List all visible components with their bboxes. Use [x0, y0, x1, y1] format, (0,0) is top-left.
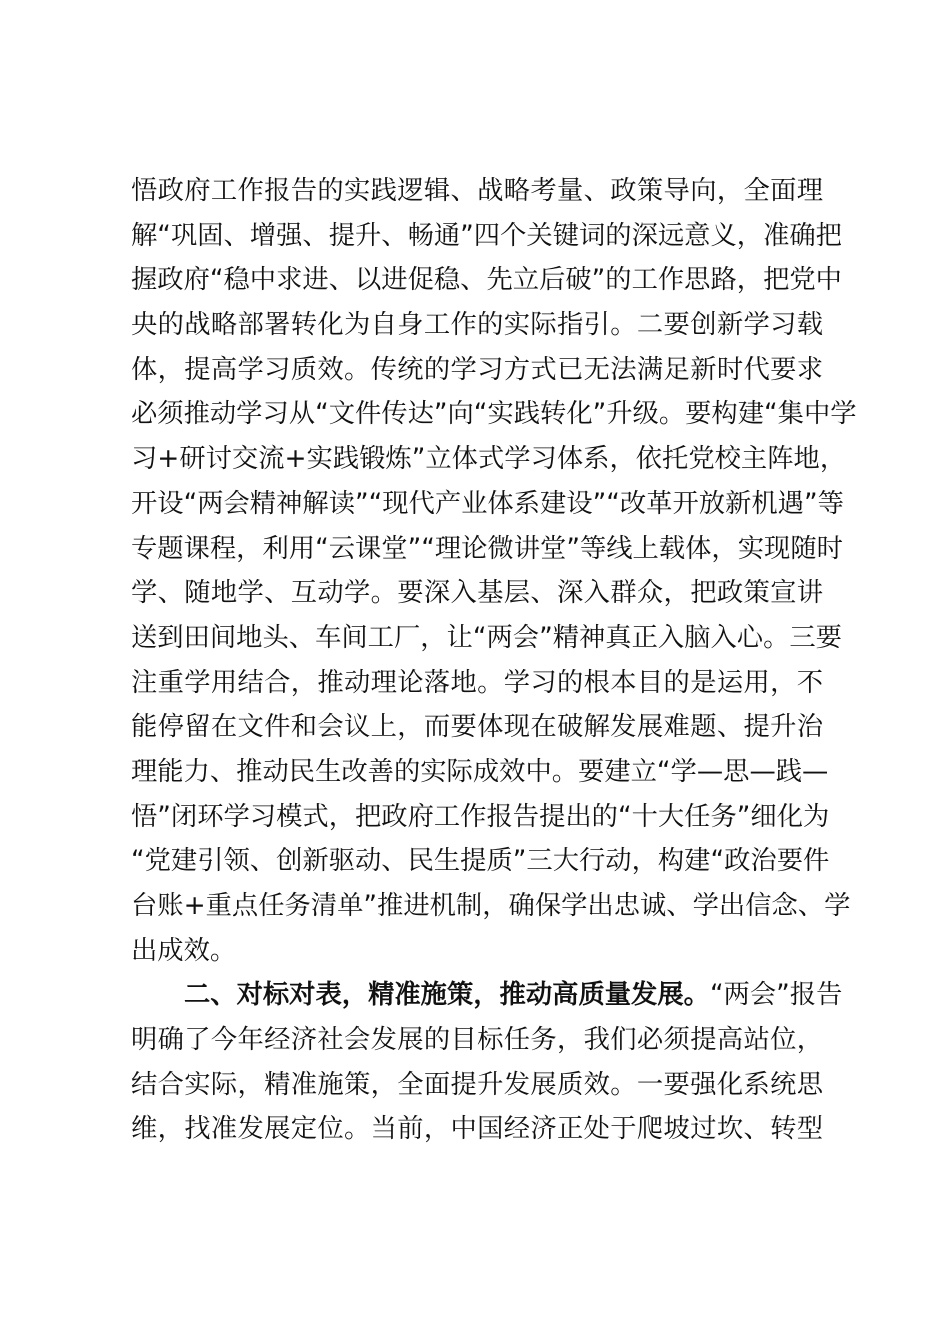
paragraph-line: 悟”闭环学习模式，把政府工作报告提出的“十大任务”细化为 — [131, 801, 830, 832]
paragraph-line: 注重学用结合，推动理论落地。学习的根本目的是运用，不 — [131, 667, 823, 698]
paragraph-line: “党建引领、创新驱动、民生提质”三大行动，构建“政治要件 — [131, 846, 830, 877]
paragraph-line: 必须推动学习从“文件传达”向“实践转化”升级。要构建“集中学 — [131, 399, 857, 430]
paragraph-line: 专题课程，利用“云课堂”“理论微讲堂”等线上载体，实现随时 — [131, 533, 843, 564]
body-text — [131, 169, 857, 1152]
paragraph-line: 出成效。 — [131, 935, 237, 966]
paragraph-line: 理能力、推动民生改善的实际成效中。要建立“学—思—践— — [131, 756, 829, 787]
paragraph-line: 结合实际，精准施策，全面提升发展质效。一要强化系统思 — [131, 1069, 823, 1100]
paragraph-line: 悟政府工作报告的实践逻辑、战略考量、政策导向，全面理 — [131, 176, 823, 206]
paragraph-line: 体，提高学习质效。传统的学习方式已无法满足新时代要求 — [131, 354, 823, 385]
section-heading-line — [131, 973, 843, 1018]
paragraph-line: 握政府“稳中求进、以进促稳、先立后破”的工作思路，把党中 — [131, 265, 842, 296]
paragraph-line: 解“巩固、增强、提升、畅通”四个关键词的深远意义，准确把 — [131, 220, 842, 251]
paragraph-line: 学、随地学、互动学。要深入基层、深入群众，把政策宣讲 — [131, 578, 823, 609]
paragraph-line: 送到田间地头、车间工厂，让“两会”精神真正入脑入心。三要 — [131, 622, 842, 653]
paragraph-line: 台账+重点任务清单”推进机制，确保学出忠诚、学出信念、学 — [131, 891, 851, 921]
section-heading-continuation: “两会”报告 — [709, 980, 843, 1011]
paragraph-line: 习+研讨交流+实践锻炼”立体式学习体系，依托党校主阵地， — [131, 444, 847, 475]
paragraph-line: 明确了今年经济社会发展的目标任务，我们必须提高站位， — [131, 1025, 823, 1056]
paragraph-line: 维，找准发展定位。当前，中国经济正处于爬坡过坎、转型 — [131, 1114, 823, 1145]
paragraph-line: 央的战略部署转化为自身工作的实际指引。二要创新学习载 — [131, 310, 823, 341]
paragraph-line: 能停留在文件和会议上，而要体现在破解发展难题、提升治 — [131, 712, 823, 743]
paragraph-line: 开设“两会精神解读”“现代产业体系建设”“改革开放新机遇”等 — [131, 488, 844, 519]
section-heading: 二、对标对表，精准施策，推动高质量发展。 — [184, 980, 710, 1011]
